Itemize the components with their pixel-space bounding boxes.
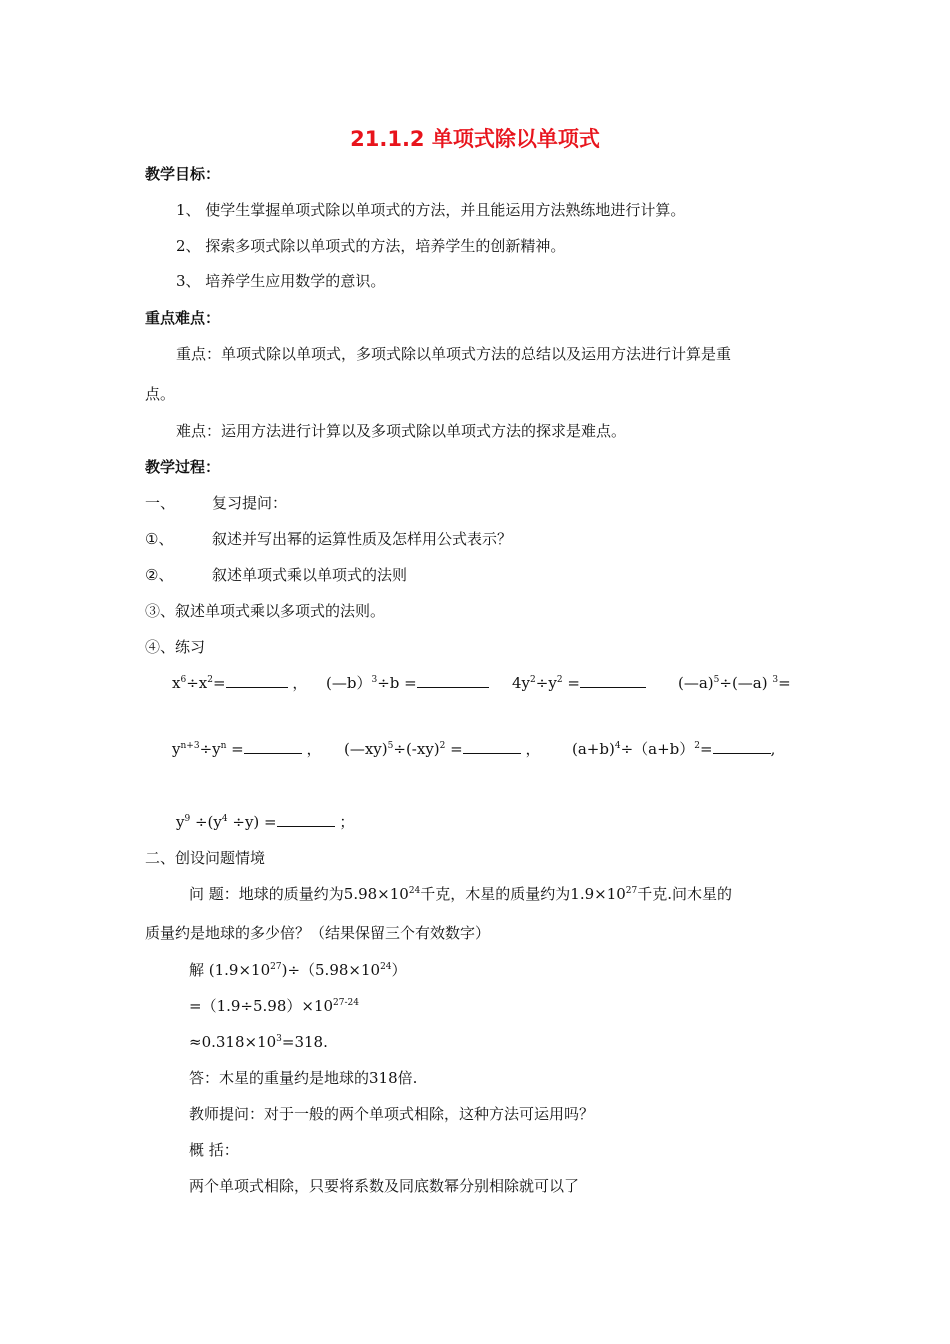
problem-line-2: 质量约是地球的多少倍？（结果保留三个有效数字） bbox=[145, 924, 491, 942]
exercise-1: $x^6\div x^2=$ ， bbox=[172, 674, 308, 692]
exercise-7: $(a+b)^4\div(a+b)^2=$ , bbox=[572, 740, 776, 758]
section-2-title: 二、创设问题情境 bbox=[145, 849, 266, 867]
solution-line-3: $\approx 0.318\times 10^3=318$. bbox=[189, 1033, 328, 1051]
exercise-4: (—a)$^5$÷(—a) $^3$= bbox=[678, 674, 791, 692]
objectives-heading: 教学目标： bbox=[145, 165, 221, 183]
key-point-line-2: 点。 bbox=[145, 385, 176, 403]
exercise-8: $y^9 \div(y^4 \div y)$ = ； bbox=[176, 813, 355, 831]
section-1-title: 复习提问： bbox=[212, 494, 288, 512]
keypoints-heading: 重点难点： bbox=[145, 309, 221, 327]
answer-blank bbox=[226, 673, 288, 688]
question-2-number: ②、 bbox=[145, 566, 174, 584]
summary-text: 两个单项式相除，只要将系数及同底数幂分别相除就可以了 bbox=[189, 1177, 580, 1195]
page-title: 21.1.2 单项式除以单项式 bbox=[350, 127, 600, 151]
objective-item-2: 2、 探索多项式除以单项式的方法，培养学生的创新精神。 bbox=[176, 237, 566, 255]
question-1-number: ①、 bbox=[145, 530, 174, 548]
question-4-text: ④、练习 bbox=[145, 638, 206, 656]
objective-item-1: 1、 使学生掌握单项式除以单项式的方法，并且能运用方法熟练地进行计算。 bbox=[176, 201, 686, 219]
exercise-3: $4y^2\div y^2$ = bbox=[512, 673, 646, 693]
exercise-6: $(—xy)^5\div(-xy)^2$ = ， bbox=[344, 740, 541, 758]
key-point-line-1: 重点：单项式除以单项式，多项式除以单项式方法的总结以及运用方法进行计算是重 bbox=[176, 345, 732, 363]
problem-line-1: 问 题：地球的质量约为$5.98\times 10^{24}$千克，木星的质量约为$1.9\times 10^{27}$千克.问木星的 bbox=[189, 885, 733, 903]
difficulty-point: 难点：运用方法进行计算以及多项式除以单项式方法的探求是难点。 bbox=[176, 422, 627, 440]
answer-blank bbox=[713, 739, 771, 754]
teacher-question: 教师提问：对于一般的两个单项式相除，这种方法可运用吗？ bbox=[189, 1105, 595, 1123]
exercise-5: $y^{n+3}\div y^n$ = ， bbox=[172, 740, 322, 758]
question-1-text: 叙述并写出幂的运算性质及怎样用公式表示？ bbox=[212, 530, 513, 548]
solution-line-1: 解 $(1.9\times 10^{27})\div(5.98\times 10^{24})$ bbox=[189, 961, 407, 979]
section-1-number: 一、 bbox=[145, 494, 176, 512]
objective-item-3: 3、 培养学生应用数学的意识。 bbox=[176, 272, 386, 290]
answer-blank bbox=[277, 812, 335, 827]
question-2-text: 叙述单项式乘以单项式的法则 bbox=[212, 566, 408, 584]
answer-blank bbox=[463, 739, 521, 754]
process-heading: 教学过程： bbox=[145, 458, 221, 476]
answer-blank bbox=[580, 673, 646, 688]
answer-line: 答：木星的重量约是地球的318倍. bbox=[189, 1069, 418, 1087]
exercise-2: (—b）$^3$÷b = bbox=[326, 673, 489, 693]
answer-blank bbox=[244, 739, 302, 754]
solution-line-2: $=(1.9\div 5.98)\times 10^{27-24}$ bbox=[189, 997, 359, 1015]
question-3-text: ③、叙述单项式乘以多项式的法则。 bbox=[145, 602, 386, 620]
summary-heading: 概 括： bbox=[189, 1141, 239, 1159]
answer-blank bbox=[417, 673, 489, 688]
